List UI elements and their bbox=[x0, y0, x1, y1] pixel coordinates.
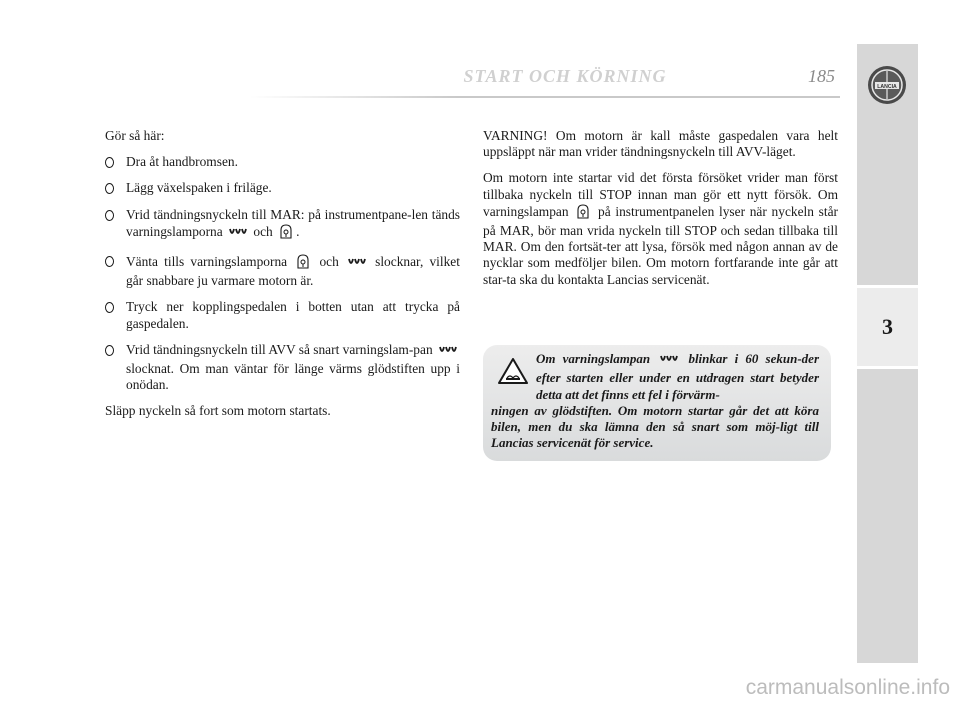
step-text: Vrid tändningsnyckeln till MAR: på instrumentpane-len tänds varningslamporna bbox=[126, 206, 460, 239]
step-item bbox=[105, 180, 460, 196]
warning-box bbox=[483, 345, 831, 461]
bullet-circle-icon bbox=[105, 157, 114, 168]
bullet-circle-icon bbox=[105, 183, 114, 194]
step-item bbox=[105, 253, 460, 289]
page-number: 185 bbox=[808, 66, 835, 86]
glow-plug-icon bbox=[347, 257, 367, 273]
glow-plug-icon bbox=[228, 227, 248, 243]
step-item bbox=[105, 299, 460, 331]
step-text: Tryck ner kopplingspedalen i botten utan att trycka på gaspedalen. bbox=[126, 299, 460, 331]
immobilizer-icon bbox=[278, 223, 294, 243]
lancia-logo-icon bbox=[868, 66, 906, 104]
page-header bbox=[365, 66, 835, 96]
logo-text: LANCIA bbox=[877, 83, 897, 90]
bullet-circle-icon bbox=[105, 210, 114, 221]
step-text: Vrid tändningsnyckeln till AVV så snart varningslam-pan bbox=[126, 341, 433, 357]
warning-text bbox=[483, 351, 819, 452]
watermark: carmanualsonline.info bbox=[745, 676, 950, 699]
step-text: Lägg växelspaken i friläge. bbox=[126, 180, 272, 196]
immobilizer-icon bbox=[575, 203, 591, 223]
caution-paragraph: VARNING! Om motorn är kall måste gaspedalen vara helt uppsläppt när man vrider tändningsnyckeln till AVV-läget. bbox=[483, 128, 838, 160]
chapter-tab[interactable] bbox=[857, 285, 918, 369]
step-text: och bbox=[319, 254, 339, 270]
step-item bbox=[105, 207, 460, 243]
warning-lead-text: blinkar i 60 sekun-der efter starten eller under en utdragen start betyder detta att det finns ett fel i förvärm- bbox=[536, 351, 820, 402]
left-column bbox=[105, 128, 460, 420]
chapter-sidebar bbox=[857, 44, 918, 663]
chapter-title: START OCH KÖRNING bbox=[463, 66, 667, 86]
bullet-circle-icon bbox=[105, 302, 114, 313]
step-text: Vänta tills varningslamporna bbox=[126, 254, 288, 270]
step-item bbox=[105, 342, 460, 394]
body-paragraph bbox=[483, 170, 838, 287]
step-text: slocknat. Om man väntar för länge värms glödstiften upp i onödan. bbox=[126, 361, 460, 393]
bullet-circle-icon bbox=[105, 256, 114, 267]
step-text: . bbox=[296, 223, 300, 239]
glow-plug-icon bbox=[659, 354, 679, 370]
glow-plug-icon bbox=[438, 345, 458, 361]
immobilizer-icon bbox=[295, 253, 311, 273]
step-item bbox=[105, 154, 460, 170]
warning-lead-text: Om varningslampan bbox=[536, 351, 651, 366]
bullet-circle-icon bbox=[105, 345, 114, 356]
step-text: Dra åt handbromsen. bbox=[126, 154, 238, 170]
closing-text: Släpp nyckeln så fort som motorn startats. bbox=[105, 403, 331, 419]
warning-tail: ningen av glödstiften. Om motorn startar går det att köra bilen, men du ska lämna den så snart som möj-ligt till Lancias servicenät för service. bbox=[491, 402, 819, 451]
chapter-number: 3 bbox=[882, 314, 893, 339]
intro-text: Gör så här: bbox=[105, 128, 165, 143]
step-text: slocknar, vilket går snabbare ju varmare motorn är. bbox=[126, 254, 460, 289]
body-text: Om motorn inte startar vid det första försöket vrider man först tillbaka nyckeln till STOP innan man gör ett nytt försök. Om varningslampan bbox=[483, 170, 838, 219]
right-column bbox=[483, 128, 838, 288]
body-text: på instrumentpanelen lyser när nyckeln står på MAR, bör man vrida nyckeln till STOP och sedan tillbaka till MAR. Om den fortsät-ter att lysa, försök med någon annan av de nycklar som medföljer bilen. Om motorn fortfarande inte går att star-ta ska du kontakta Lancias servicenät. bbox=[483, 203, 839, 287]
header-rule bbox=[250, 96, 840, 98]
warning-lead bbox=[483, 351, 819, 403]
step-text: och bbox=[253, 223, 273, 239]
